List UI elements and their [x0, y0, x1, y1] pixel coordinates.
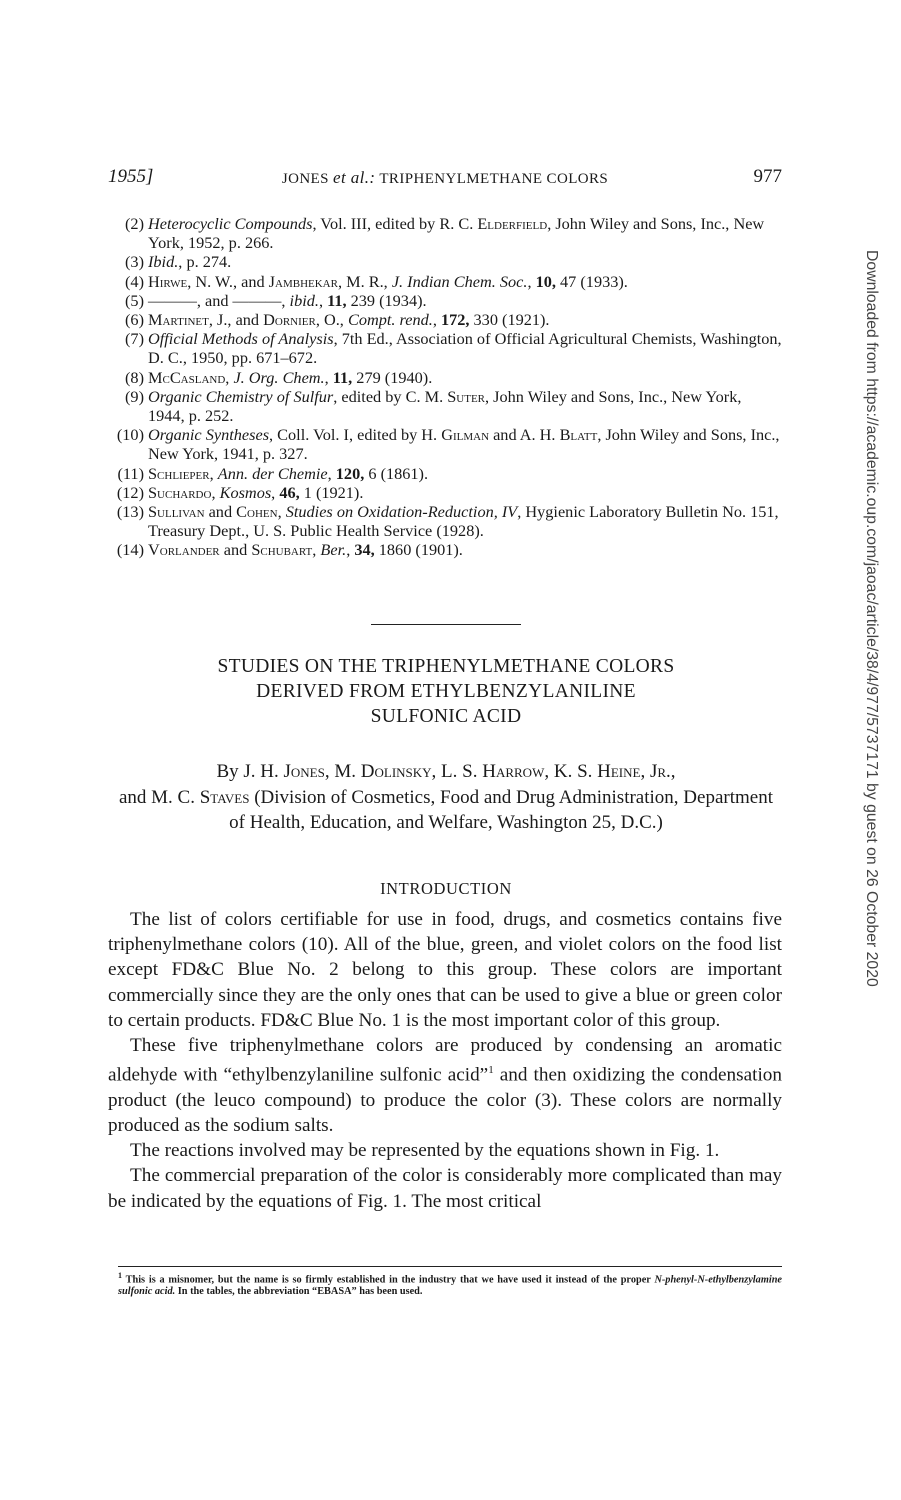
- reference-text: Suter: [447, 386, 486, 406]
- reference-number: (10): [116, 425, 144, 445]
- footnote-marker: 1: [488, 1064, 494, 1077]
- reference-text: ,: [211, 482, 220, 502]
- reference-text: 1860 (1901).: [374, 540, 463, 560]
- reference-text: ,: [271, 482, 280, 502]
- download-watermark: [862, 250, 882, 1170]
- reference-text: Dornier: [263, 310, 316, 330]
- reference-text: Schlieper: [148, 463, 210, 483]
- article-title-line: DERIVED FROM ETHYLBENZYLANILINE: [256, 681, 636, 702]
- reference-text: Ibid.: [148, 252, 179, 272]
- reference-text: , Coll. Vol. I, edited by H.: [269, 425, 442, 445]
- reference-item: [110, 291, 782, 310]
- running-head-topic: TRIPHENYLMETHANE COLORS: [379, 171, 609, 187]
- reference-number: (2): [125, 214, 144, 233]
- reference-text: ,: [432, 310, 441, 330]
- author-byline: [110, 759, 782, 836]
- author-name: Dolinsky: [360, 761, 432, 782]
- reference-text: Sullivan: [148, 502, 205, 522]
- reference-number: (6): [125, 310, 144, 330]
- reference-text: , John Wiley and Sons, Inc., New York, 1944, p. 252.: [148, 386, 742, 426]
- author-name: Staves: [199, 786, 250, 808]
- reference-list: [110, 214, 782, 560]
- author-affiliation: (Division of Cosmetics, Food and Drug Administration, Department of Health, Education, and Welfare, Washington 25, D.C.): [229, 786, 773, 833]
- body-text: [108, 907, 782, 1214]
- footnote: [118, 1270, 782, 1297]
- paragraph: The reactions involved may be represented by the equations shown in Fig. 1.: [130, 1140, 720, 1162]
- byline-sep: , L. S.: [431, 761, 483, 782]
- reference-text: , edited by C. M.: [333, 386, 448, 406]
- reference-number: (14): [116, 540, 144, 560]
- reference-item: [110, 425, 782, 463]
- running-head-year: 1955]: [108, 166, 154, 187]
- author-name: Jones: [283, 761, 325, 782]
- reference-text: ,: [312, 540, 321, 560]
- running-head-authors: JONES: [281, 171, 329, 187]
- reference-text: 34,: [354, 540, 375, 560]
- reference-number: (11): [117, 463, 144, 483]
- footnote-rule: [118, 1266, 782, 1267]
- reference-item: [110, 329, 782, 367]
- reference-text: , Hygienic Laboratory Bulletin No. 151, Treasury Dept., U. S. Public Health Service (1928).: [148, 502, 779, 541]
- reference-text: ———, and ———,: [148, 290, 290, 310]
- reference-text: ,: [346, 540, 355, 560]
- reference-item: [110, 252, 782, 271]
- reference-number: (7): [125, 329, 144, 349]
- reference-text: 11,: [327, 290, 347, 310]
- paragraph-text: and then oxidizing the condensation product (the leuco compound) to produce the color (3). These colors are normally produced as the sodium salts.: [108, 1064, 782, 1137]
- reference-text: and: [204, 502, 237, 522]
- byline-sep: ,: [670, 761, 676, 782]
- reference-text: 11,: [332, 367, 353, 387]
- reference-text: 330 (1921).: [469, 310, 550, 330]
- reference-text: ,: [225, 367, 234, 387]
- footnote-text: This is a misnomer, but the name is so firmly established in the industry that we have used it instead of the proper: [122, 1274, 655, 1286]
- reference-text: 239 (1934).: [346, 290, 427, 310]
- reference-item: [110, 368, 782, 387]
- reference-number: (9): [125, 386, 144, 406]
- article-title-line: SULFONIC ACID: [370, 706, 522, 727]
- reference-item: [110, 502, 782, 540]
- paragraph: The list of colors certifiable for use in food, drugs, and cosmetics contains five triphenylmethane colors (10). All of the blue, green, and violet colors on the food list except FD&C Blue No. 2 belong to this group. These colors are important commercially since they are the only ones that can be used to give a blue or green color to certain products. FD&C Blue No. 1 is the most important color of this group.: [108, 909, 782, 1031]
- reference-text: McCasland: [148, 367, 226, 387]
- reference-item: [110, 272, 782, 291]
- reference-number: (12): [116, 482, 144, 502]
- reference-text: Suchardo: [148, 482, 212, 502]
- reference-text: 46,: [279, 482, 300, 502]
- reference-text: ,: [327, 463, 336, 483]
- reference-item: [110, 483, 782, 502]
- reference-text: , p. 274.: [178, 252, 232, 272]
- reference-text: J. Indian Chem. Soc.: [391, 271, 528, 291]
- reference-text: Cohen: [236, 502, 278, 522]
- reference-number: (3): [125, 252, 144, 272]
- footnote-number: 1: [118, 1271, 122, 1280]
- download-notice: Downloaded from https://academic.oup.com/jaoac/article/38/4/977/5737171 by guest on 26 October 2020: [863, 250, 880, 987]
- reference-text: 279 (1940).: [352, 367, 433, 387]
- running-head: [108, 166, 782, 190]
- reference-number: (5): [125, 290, 144, 310]
- reference-number: (8): [125, 367, 144, 387]
- reference-text: ,: [324, 367, 333, 387]
- reference-text: Organic Chemistry of Sulfur: [148, 386, 334, 406]
- reference-text: , J., and: [208, 310, 264, 330]
- reference-text: Organic Syntheses: [148, 425, 270, 445]
- reference-text: J. Org. Chem.: [233, 367, 325, 387]
- reference-item: [110, 387, 782, 425]
- reference-text: Kosmos: [219, 482, 272, 502]
- reference-number: (13): [116, 502, 144, 522]
- reference-item: [110, 214, 782, 252]
- reference-item: [110, 540, 782, 559]
- reference-text: Vorlander: [148, 540, 220, 560]
- reference-text: Ber.: [320, 540, 347, 560]
- reference-text: 1 (1921).: [299, 482, 364, 502]
- reference-text: , M. R.,: [337, 271, 392, 291]
- paragraph: [108, 1033, 782, 1138]
- reference-text: ,: [318, 290, 328, 310]
- reference-text: Official Methods of Analysis: [148, 329, 334, 349]
- paragraph-text: These five triphenylmethane colors are produced by condensing an aromatic aldehyde with “ethylbenzylaniline sulfonic acid”: [108, 1035, 782, 1086]
- reference-text: 10,: [535, 271, 556, 291]
- byline-prefix: By J. H.: [216, 761, 284, 782]
- reference-text: ibid.: [289, 290, 319, 310]
- reference-text: Hirwe: [148, 271, 188, 291]
- reference-text: Heterocyclic Compounds: [148, 214, 313, 233]
- reference-text: ,: [209, 463, 218, 483]
- byline-sep: , K. S.: [544, 761, 598, 782]
- reference-text: Studies on Oxidation-Reduction, IV: [285, 502, 518, 522]
- author-name: Harrow: [482, 761, 545, 782]
- paragraph: The commercial preparation of the color is considerably more complicated than may be indicated by the equations of Fig. 1. The most critical: [108, 1165, 782, 1212]
- footnote-text: In the tables, the abbreviation “EBASA” has been used.: [175, 1285, 423, 1297]
- running-head-title: [108, 168, 782, 188]
- reference-item: [110, 464, 782, 483]
- footnote-italic: N-phenyl-N-ethylbenzylamine sulfonic acid.: [118, 1274, 782, 1297]
- reference-text: , Vol. III, edited by R. C.: [312, 214, 478, 233]
- author-name: Heine, Jr.: [597, 761, 671, 782]
- reference-text: and: [219, 540, 252, 560]
- reference-text: 6 (1861).: [364, 463, 429, 483]
- reference-item: [110, 310, 782, 329]
- article-title: [110, 654, 782, 729]
- reference-text: ,: [527, 271, 536, 291]
- reference-text: 120,: [335, 463, 365, 483]
- reference-text: Jambhekar: [268, 271, 338, 291]
- section-heading: INTRODUCTION: [380, 879, 512, 898]
- byline-sep: and M. C.: [118, 786, 200, 808]
- reference-text: 172,: [440, 310, 470, 330]
- reference-text: Gilman: [441, 425, 490, 445]
- reference-text: Ann. der Chemie: [217, 463, 328, 483]
- reference-text: , O.,: [315, 310, 348, 330]
- reference-text: and A. H.: [489, 425, 560, 445]
- reference-number: (4): [125, 271, 144, 291]
- section-divider: [371, 624, 521, 625]
- reference-text: Martinet: [148, 310, 209, 330]
- reference-text: Schubart: [251, 540, 313, 560]
- page-number: 977: [753, 166, 782, 187]
- reference-text: , 7th Ed., Association of Official Agricultural Chemists, Washington, D. C., 1950, pp. 671–672.: [148, 329, 782, 368]
- byline-sep: , M.: [324, 761, 361, 782]
- reference-text: Compt. rend.: [347, 310, 433, 330]
- reference-text: Elderfield: [477, 214, 548, 233]
- article-title-line: STUDIES ON THE TRIPHENYLMETHANE COLORS: [217, 656, 675, 677]
- running-head-etal: et al.:: [333, 168, 376, 187]
- reference-text: , John Wiley and Sons, Inc., New York, 1952, p. 266.: [148, 214, 765, 253]
- reference-text: ,: [277, 502, 286, 522]
- reference-text: , John Wiley and Sons, Inc., New York, 1941, p. 327.: [148, 425, 780, 464]
- reference-text: Blatt: [559, 425, 598, 445]
- reference-text: 47 (1933).: [555, 271, 628, 291]
- reference-text: , N. W., and: [187, 271, 269, 291]
